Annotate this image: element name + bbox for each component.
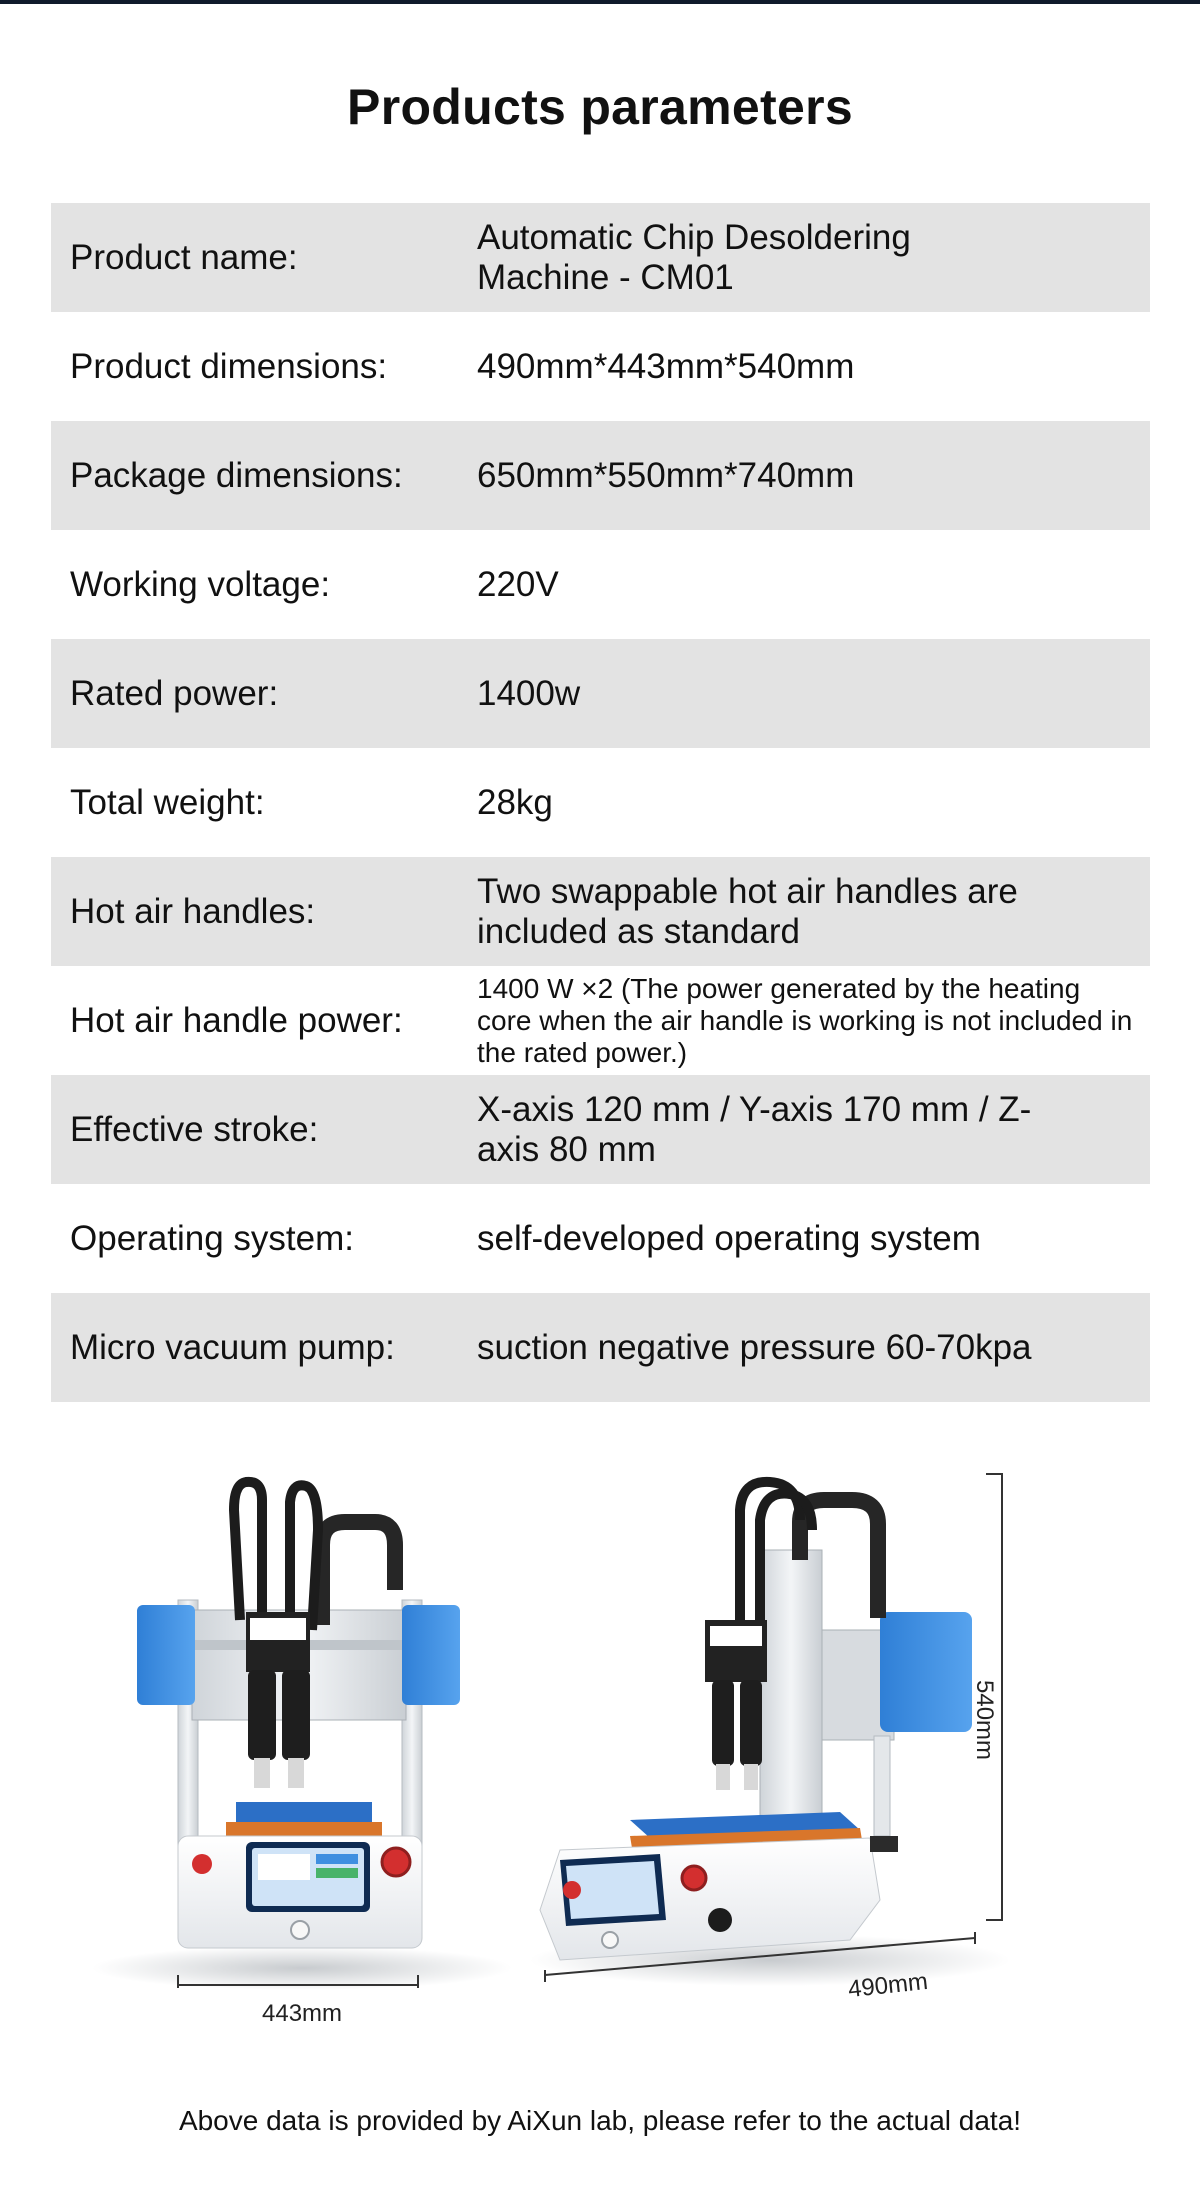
spec-label: Product dimensions: (70, 346, 388, 386)
spec-row-micro-vacuum-pump (51, 1293, 1150, 1402)
spec-value: X-axis 120 mm / Y-axis 170 mm / Z-axis 80 mm (477, 1089, 1032, 1169)
spec-value: 650mm*550mm*740mm (477, 455, 855, 495)
spec-value: Automatic Chip Desoldering Machine - CM01 (477, 217, 911, 297)
spec-label: Rated power: (70, 673, 279, 713)
spec-value: suction negative pressure 60-70kpa (477, 1327, 1032, 1367)
spec-value: 1400 W ×2 (The power generated by the heating core when the air handle is working is not included in the rated power.) (477, 972, 1133, 1068)
spec-value: 490mm*443mm*540mm (477, 346, 855, 386)
front-width-label: 443mm (262, 2000, 343, 2027)
spec-row-product-name (51, 203, 1150, 312)
spec-label: Hot air handles: (70, 891, 316, 931)
spec-row-working-voltage (51, 530, 1150, 639)
spec-row-rated-power (51, 639, 1150, 748)
spec-row-package-dimensions (51, 421, 1150, 530)
spec-row-hot-air-handle-power (51, 966, 1150, 1075)
spec-value: 1400w (477, 673, 581, 713)
side-depth-label: 490mm (846, 1967, 930, 2004)
spec-label: Micro vacuum pump: (70, 1327, 395, 1367)
page-title: Products parameters (347, 79, 853, 135)
spec-row-hot-air-handles (51, 857, 1150, 966)
product-images (0, 1440, 1200, 2040)
spec-row-operating-system (51, 1184, 1150, 1293)
spec-value: Two swappable hot air handles are included as standard (477, 871, 1018, 951)
front-view-machine (92, 1482, 512, 1990)
spec-value: 28kg (477, 782, 553, 822)
spec-label: Package dimensions: (70, 455, 403, 495)
spec-value: self-developed operating system (477, 1218, 981, 1258)
side-view-machine (530, 1482, 1010, 1986)
top-rule (0, 0, 1200, 4)
height-label: 540mm (971, 1680, 998, 1761)
spec-table (51, 203, 1150, 1402)
spec-label: Total weight: (70, 782, 265, 822)
spec-row-total-weight (51, 748, 1150, 857)
spec-label: Working voltage: (70, 564, 331, 604)
spec-label: Effective stroke: (70, 1109, 319, 1149)
spec-row-effective-stroke (51, 1075, 1150, 1184)
spec-row-product-dimensions (51, 312, 1150, 421)
spec-label: Operating system: (70, 1218, 354, 1258)
footer-note: Above data is provided by AiXun lab, please refer to the actual data! (178, 2105, 1022, 2136)
spec-value: 220V (477, 564, 559, 604)
spec-label: Hot air handle power: (70, 1000, 403, 1040)
product-illustration (0, 1440, 1200, 2040)
spec-label: Product name: (70, 237, 298, 277)
